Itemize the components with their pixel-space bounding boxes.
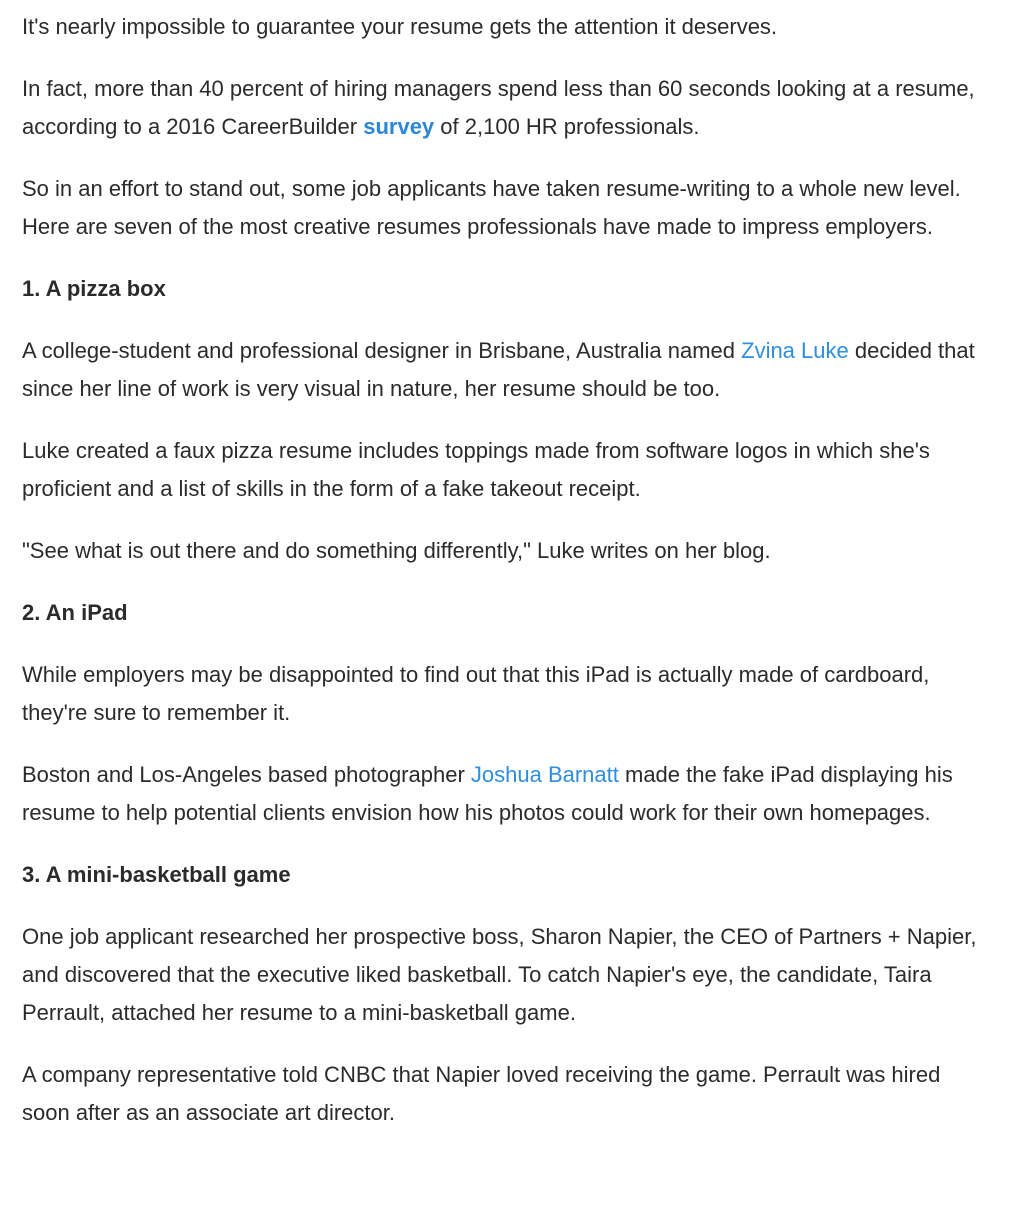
pizza-paragraph-3: "See what is out there and do something differently," Luke writes on her blog. [22, 538, 771, 563]
basketball-paragraph-2: A company representative told CNBC that Napier loved receiving the game. Perrault was hired soon after as an associate art director. [22, 1062, 941, 1125]
pizza-paragraph-2: Luke created a faux pizza resume includes toppings made from software logos in which she's proficient and a list of skills in the form of a fake takeout receipt. [22, 438, 930, 501]
section-heading-basketball: 3. A mini-basketball game [22, 862, 291, 887]
basketball-paragraph-1: One job applicant researched her prospective boss, Sharon Napier, the CEO of Partners + Napier, and discovered that the executive liked basketball. To catch Napier's eye, the candidate, Taira Perrault, attached her resume to a mini-basketball game. [22, 924, 977, 1025]
statistic-text-after: of 2,100 HR professionals. [434, 114, 700, 139]
stand-out-paragraph: So in an effort to stand out, some job applicants have taken resume-writing to a whole new level. Here are seven of the most creative resumes professionals have made to impress employers. [22, 176, 961, 239]
ipad-text-after: made the fake iPad displaying his resume to help potential clients envision how his photos could work for their own homepages. [22, 762, 953, 825]
pizza-text-after: decided that since her line of work is very visual in nature, her resume should be too. [22, 338, 975, 401]
ipad-paragraph-2 [22, 756, 980, 832]
ipad-paragraph-1: While employers may be disappointed to find out that this iPad is actually made of cardboard, they're sure to remember it. [22, 662, 930, 725]
statistic-paragraph [22, 70, 980, 146]
section-heading-pizza-box: 1. A pizza box [22, 276, 166, 301]
intro-paragraph: It's nearly impossible to guarantee your resume gets the attention it deserves. [22, 14, 778, 39]
statistic-text-before: In fact, more than 40 percent of hiring managers spend less than 60 seconds looking at a resume, according to a 2016 CareerBuilder [22, 76, 975, 139]
section-heading-ipad: 2. An iPad [22, 600, 128, 625]
ipad-text-before: Boston and Los-Angeles based photographer [22, 762, 471, 787]
pizza-text-before: A college-student and professional designer in Brisbane, Australia named [22, 338, 742, 363]
pizza-paragraph-1 [22, 332, 980, 408]
zvina-luke-link[interactable]: Zvina Luke [741, 338, 849, 363]
survey-link[interactable]: survey [363, 114, 435, 139]
joshua-barnatt-link[interactable]: Joshua Barnatt [470, 762, 619, 787]
